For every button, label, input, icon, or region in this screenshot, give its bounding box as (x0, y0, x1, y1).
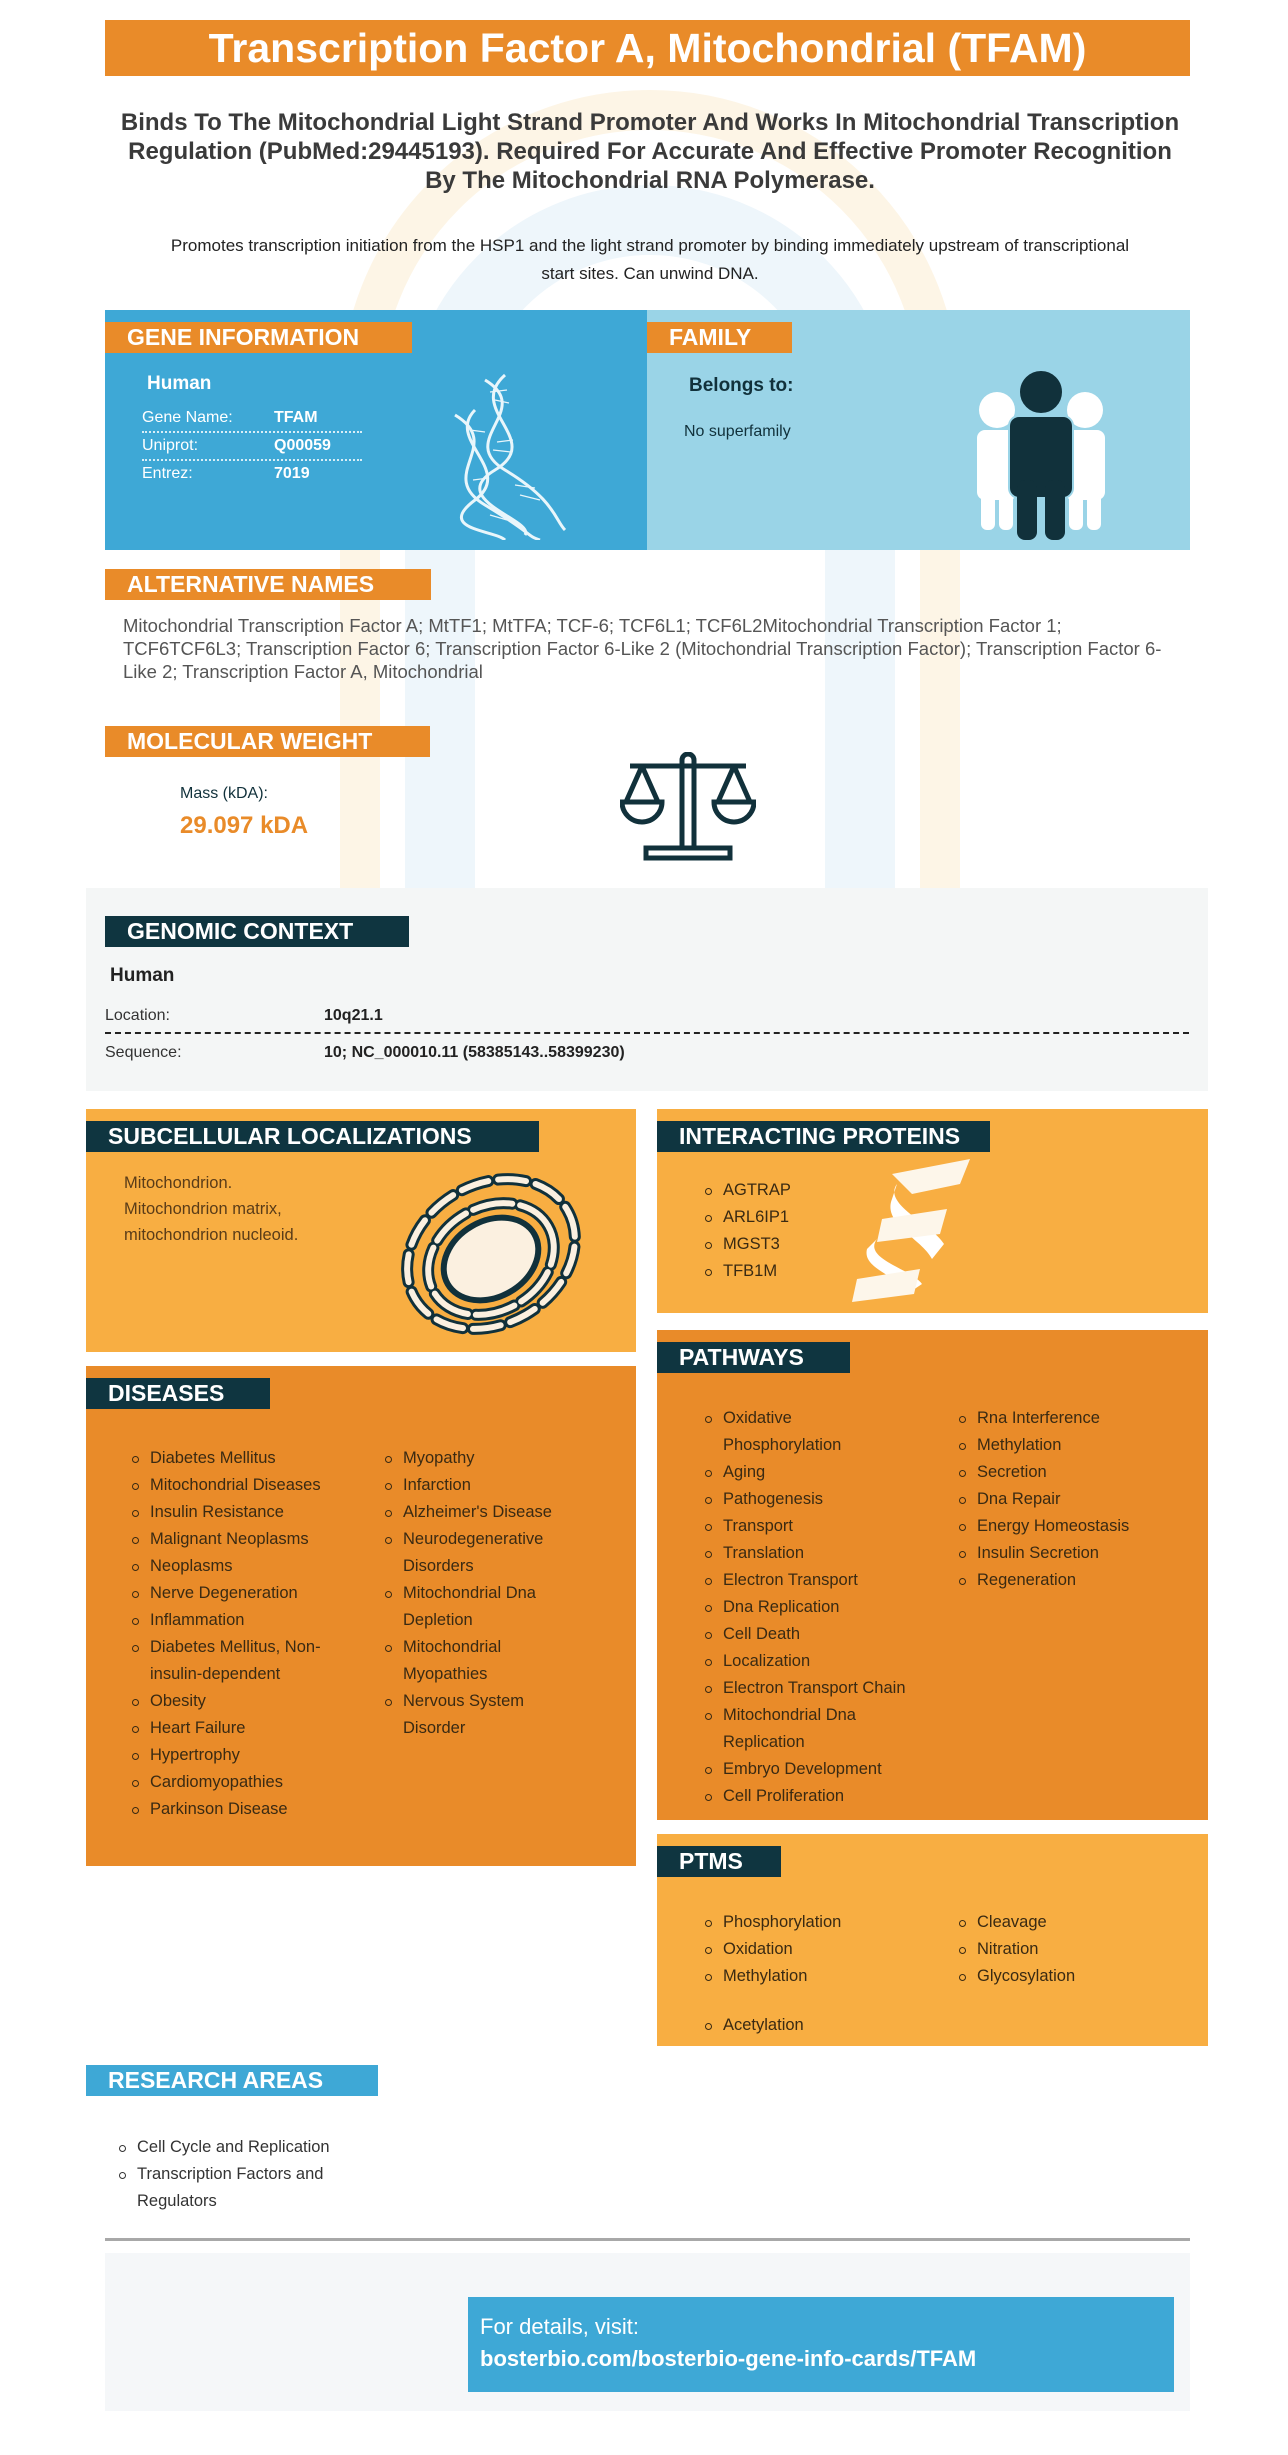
list-item: Nerve Degeneration (130, 1580, 365, 1607)
gene-information-heading: GENE INFORMATION (105, 322, 412, 353)
subcellular-line: mitochondrion nucleoid. (124, 1226, 299, 1244)
mass-value: 29.097 kDA (180, 812, 309, 839)
diseases-panel (86, 1366, 636, 1866)
entrez-value: 7019 (274, 465, 310, 482)
alternative-names-heading: ALTERNATIVE NAMES (105, 569, 431, 600)
list-item: Regeneration (957, 1567, 1187, 1594)
list-item: Insulin Secretion (957, 1540, 1187, 1567)
genomic-species: Human (110, 965, 175, 986)
list-item: Rna Interference (957, 1405, 1187, 1432)
diseases-heading: DISEASES (86, 1378, 270, 1409)
ptms-heading: PTMS (657, 1846, 781, 1877)
list-item: MGST3 (703, 1231, 791, 1258)
function-description: Promotes transcription initiation from the HSP1 and the light strand promoter by binding immediately upstream of transcriptional start sites. Can unwind DNA. (170, 236, 1130, 283)
alternative-names-text: Mitochondrial Transcription Factor A; MtTF1; MtTFA; TCF-6; TCF6L1; TCF6L2Mitochondrial Transcription Factor 1; TCF6TCF6L3; Transcription Factor 6; Transcription Factor 6-Like 2 (Mitochondrial Transcription Factor); Transcription Factor 6-Like 2; Transcription Factor A, Mitochondrial (123, 615, 1162, 682)
list-item: Insulin Resistance (130, 1499, 365, 1526)
footer (105, 2253, 1190, 2411)
subcellular-localizations-panel (86, 1109, 636, 1352)
list-item: Neoplasms (130, 1553, 365, 1580)
details-url-link[interactable]: bosterbio.com/bosterbio-gene-info-cards/TFAM (480, 2346, 977, 2371)
list-item: Mitochondrial Dna Depletion (383, 1580, 583, 1634)
list-item: Transcription Factors and Regulators (117, 2161, 377, 2215)
list-item: Electron Transport Chain (703, 1675, 913, 1702)
sequence-label: Sequence: (105, 1044, 182, 1061)
list-item: Localization (703, 1648, 913, 1675)
interacting-proteins-list (703, 1177, 791, 1285)
gene-name-value: TFAM (274, 409, 318, 426)
page-title: Transcription Factor A, Mitochondrial (TFAM) (105, 20, 1190, 76)
mass-label: Mass (kDA): (180, 785, 268, 802)
location-label: Location: (105, 1007, 170, 1024)
list-item: Dna Repair (957, 1486, 1187, 1513)
ptms-list-extra (703, 2012, 953, 2039)
list-item: Dna Replication (703, 1594, 913, 1621)
list-item: Heart Failure (130, 1715, 365, 1742)
subcellular-line: Mitochondrion matrix, (124, 1200, 282, 1218)
list-item: Pathogenesis (703, 1486, 913, 1513)
list-item: TFB1M (703, 1258, 791, 1285)
list-item: Methylation (957, 1432, 1187, 1459)
research-areas-heading: RESEARCH AREAS (86, 2065, 378, 2096)
list-item: Alzheimer's Disease (383, 1499, 583, 1526)
list-item: Embryo Development (703, 1756, 913, 1783)
subcellular-line: Mitochondrion. (124, 1174, 233, 1192)
subcellular-text (124, 1170, 298, 1248)
diseases-list-col1 (130, 1445, 365, 1823)
pathways-list-col1 (703, 1405, 913, 1810)
list-item: Acetylation (703, 2012, 953, 2039)
list-item: Oxidation (703, 1936, 953, 1963)
mitochondrion-cell-icon (391, 1159, 591, 1344)
list-item: Secretion (957, 1459, 1187, 1486)
interacting-proteins-panel (657, 1109, 1208, 1313)
list-item: Inflammation (130, 1607, 365, 1634)
research-areas-list (117, 2134, 377, 2215)
list-item: Cardiomyopathies (130, 1769, 365, 1796)
diseases-list-col2 (383, 1445, 583, 1742)
entrez-label: Entrez: (142, 465, 193, 482)
gene-name-label: Gene Name: (142, 409, 233, 426)
location-value: 10q21.1 (324, 1007, 383, 1024)
molecular-weight-heading: MOLECULAR WEIGHT (105, 726, 430, 757)
list-item: Nitration (957, 1936, 1187, 1963)
gene-information-panel (105, 310, 647, 550)
pathways-heading: PATHWAYS (657, 1342, 850, 1373)
list-item: Translation (703, 1540, 913, 1567)
summary-heading: Binds To The Mitochondrial Light Strand Promoter And Works In Mitochondrial Transcription Regulation (PubMed:29445193). Required For Accurate And Effective Promoter Recognition By The Mitochondrial RNA Polymerase. (120, 109, 1180, 194)
list-item: Oxidative Phosphorylation (703, 1405, 913, 1459)
list-item: Malignant Neoplasms (130, 1526, 365, 1553)
family-value: No superfamily (684, 423, 791, 440)
footer-divider (105, 2238, 1190, 2241)
list-item: Electron Transport (703, 1567, 913, 1594)
sequence-value: 10; NC_000010.11 (58385143..58399230) (324, 1044, 625, 1061)
details-label: For details, visit: (480, 2314, 639, 2339)
balance-scale-icon (620, 752, 756, 864)
list-item: Cell Death (703, 1621, 913, 1648)
ptms-panel (657, 1834, 1208, 2046)
list-item: Nervous System Disorder (383, 1688, 583, 1742)
gene-info-table (142, 405, 362, 489)
sequence-row (105, 1036, 1189, 1070)
location-row (105, 1000, 1189, 1034)
genomic-context-panel (86, 888, 1208, 1091)
subcellular-heading: SUBCELLULAR LOCALIZATIONS (86, 1121, 539, 1152)
belongs-to-label: Belongs to: (689, 375, 794, 396)
uniprot-value: Q00059 (274, 437, 331, 454)
list-item: Infarction (383, 1472, 583, 1499)
list-item: Neurodegenerative Disorders (383, 1526, 583, 1580)
list-item: Cell Proliferation (703, 1783, 913, 1810)
list-item: Parkinson Disease (130, 1796, 365, 1823)
ptms-list-col1 (703, 1909, 953, 1990)
list-item: Methylation (703, 1963, 953, 1990)
family-heading: FAMILY (647, 322, 792, 353)
list-item: Transport (703, 1513, 913, 1540)
genomic-context-heading: GENOMIC CONTEXT (105, 916, 409, 947)
list-item: Mitochondrial Myopathies (383, 1634, 583, 1688)
list-item: Hypertrophy (130, 1742, 365, 1769)
list-item: Diabetes Mellitus, Non-insulin-dependent (130, 1634, 365, 1688)
interacting-proteins-heading: INTERACTING PROTEINS (657, 1121, 990, 1152)
gene-row-uniprot (142, 433, 362, 461)
list-item: ARL6IP1 (703, 1204, 791, 1231)
list-item: Glycosylation (957, 1963, 1187, 1990)
list-item: Phosphorylation (703, 1909, 953, 1936)
list-item: Mitochondrial Diseases (130, 1472, 365, 1499)
dna-helix-icon (445, 370, 585, 540)
ptms-list-col2 (957, 1909, 1187, 1990)
list-item: AGTRAP (703, 1177, 791, 1204)
list-item: Energy Homeostasis (957, 1513, 1187, 1540)
list-item: Cleavage (957, 1909, 1187, 1936)
list-item: Obesity (130, 1688, 365, 1715)
gene-species: Human (147, 373, 212, 394)
people-group-icon (967, 370, 1117, 540)
gene-row-name (142, 405, 362, 433)
gene-row-entrez (142, 461, 362, 489)
list-item: Myopathy (383, 1445, 583, 1472)
list-item: Aging (703, 1459, 913, 1486)
pathways-panel (657, 1330, 1208, 1820)
uniprot-label: Uniprot: (142, 437, 199, 454)
list-item: Diabetes Mellitus (130, 1445, 365, 1472)
family-panel (647, 310, 1190, 550)
protein-ribbon-icon (852, 1154, 982, 1304)
list-item: Mitochondrial Dna Replication (703, 1702, 913, 1756)
list-item: Cell Cycle and Replication (117, 2134, 377, 2161)
pathways-list-col2 (957, 1405, 1187, 1594)
details-link-box[interactable] (468, 2297, 1174, 2392)
